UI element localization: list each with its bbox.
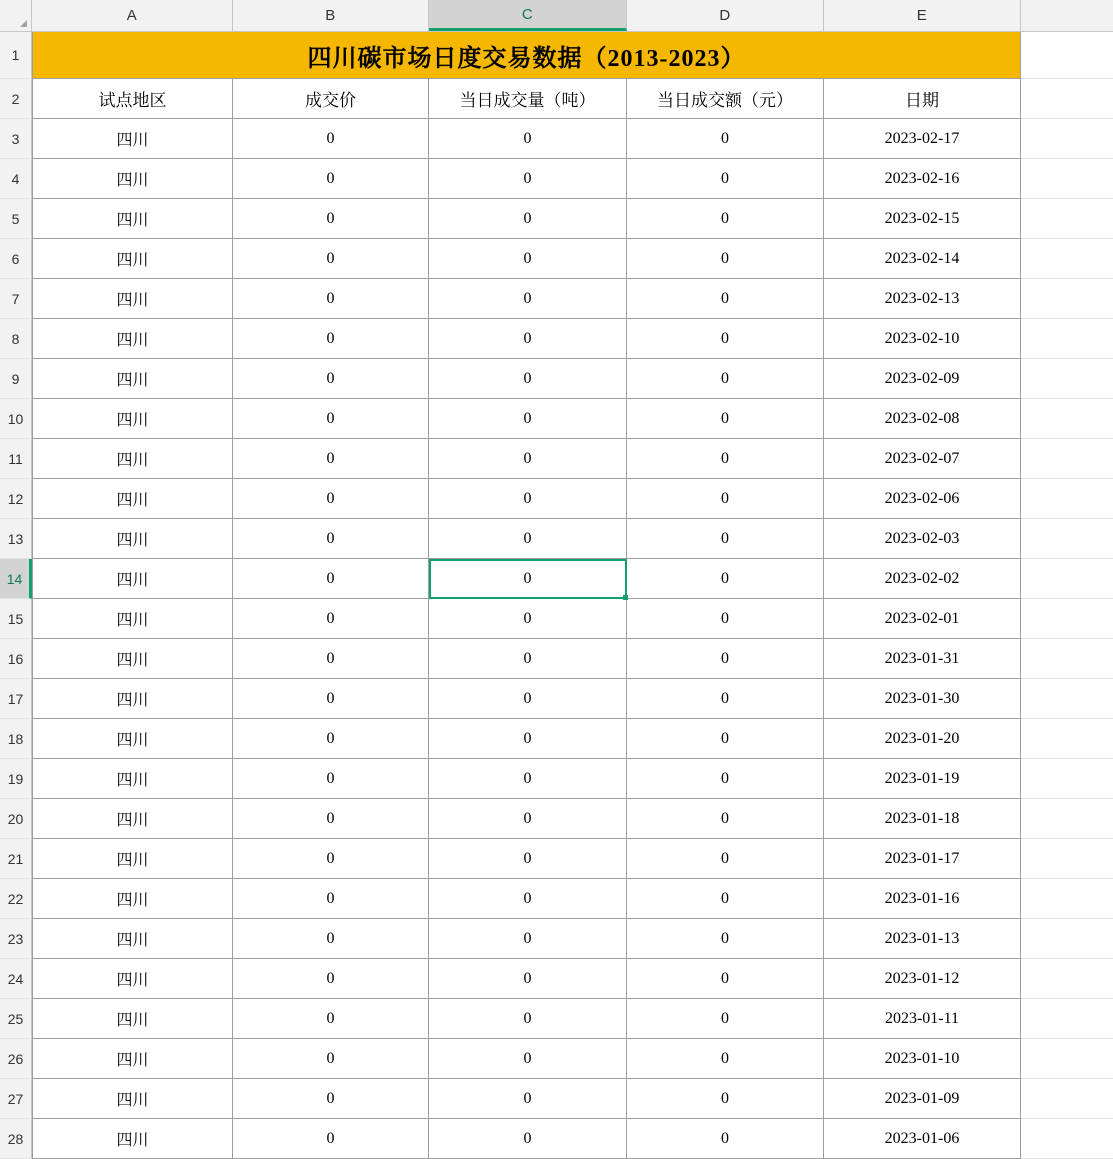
table-row[interactable]: [0, 759, 1113, 799]
table-cell[interactable]: 0: [627, 399, 824, 439]
table-cell[interactable]: 四川: [32, 1079, 233, 1119]
table-cell[interactable]: 0: [627, 519, 824, 559]
row-header-5[interactable]: [0, 199, 32, 239]
column-header-row: [0, 0, 1113, 32]
row-header-1[interactable]: [0, 32, 32, 79]
table-cell[interactable]: 0: [429, 519, 627, 559]
table-cell[interactable]: 0: [233, 959, 429, 999]
table-cell[interactable]: 2023-02-16: [824, 159, 1021, 199]
table-cell[interactable]: 0: [429, 559, 627, 599]
empty-area[interactable]: [1021, 199, 1113, 239]
row-header-16[interactable]: [0, 639, 32, 679]
table-row[interactable]: [0, 279, 1113, 319]
table-cell[interactable]: 0: [429, 1039, 627, 1079]
table-cell[interactable]: 2023-01-31: [824, 639, 1021, 679]
table-cell[interactable]: 0: [233, 879, 429, 919]
table-cell[interactable]: 2023-01-16: [824, 879, 1021, 919]
row-header-label: 6: [11, 250, 20, 267]
empty-area[interactable]: [1021, 879, 1113, 919]
table-cell[interactable]: 0: [233, 1079, 429, 1119]
table-cell[interactable]: 0: [429, 919, 627, 959]
row-header-15[interactable]: [0, 599, 32, 639]
table-row[interactable]: [0, 319, 1113, 359]
row-header-label: 28: [7, 1130, 24, 1147]
table-row[interactable]: [0, 399, 1113, 439]
table-cell[interactable]: 0: [233, 839, 429, 879]
row-header-20[interactable]: [0, 799, 32, 839]
empty-area[interactable]: [1021, 799, 1113, 839]
table-cell[interactable]: 0: [233, 599, 429, 639]
table-cell[interactable]: 四川: [32, 679, 233, 719]
table-row[interactable]: [0, 799, 1113, 839]
table-row[interactable]: [0, 639, 1113, 679]
table-cell[interactable]: 0: [627, 959, 824, 999]
column-header-label: A: [126, 7, 138, 24]
table-cell[interactable]: 0: [627, 359, 824, 399]
row-header-28[interactable]: [0, 1119, 32, 1159]
table-cell[interactable]: 2023-01-11: [824, 999, 1021, 1039]
table-row[interactable]: [0, 1079, 1113, 1119]
table-cell[interactable]: 0: [233, 999, 429, 1039]
table-row[interactable]: [0, 199, 1113, 239]
table-cell[interactable]: 0: [233, 359, 429, 399]
row-header-25[interactable]: [0, 999, 32, 1039]
empty-area[interactable]: [1021, 559, 1113, 599]
row-header-label: 24: [7, 970, 24, 987]
table-cell[interactable]: 0: [627, 759, 824, 799]
table-cell[interactable]: 0: [627, 999, 824, 1039]
column-header-filler: [1021, 0, 1113, 31]
select-all-button[interactable]: [0, 0, 32, 31]
table-cell[interactable]: 0: [429, 1119, 627, 1159]
table-cell[interactable]: 0: [627, 879, 824, 919]
table-cell[interactable]: 2023-01-17: [824, 839, 1021, 879]
column-header-d[interactable]: [627, 0, 824, 31]
column-header-b[interactable]: [233, 0, 429, 31]
empty-area[interactable]: [1021, 239, 1113, 279]
table-cell[interactable]: 0: [429, 439, 627, 479]
empty-area[interactable]: [1021, 519, 1113, 559]
table-cell[interactable]: 0: [233, 119, 429, 159]
table-cell[interactable]: 四川: [32, 399, 233, 439]
table-row[interactable]: [0, 359, 1113, 399]
table-cell[interactable]: 0: [429, 199, 627, 239]
empty-area[interactable]: [1021, 839, 1113, 879]
table-cell[interactable]: 四川: [32, 479, 233, 519]
table-cell[interactable]: 0: [233, 719, 429, 759]
table-cell[interactable]: 四川: [32, 559, 233, 599]
row-header-4[interactable]: [0, 159, 32, 199]
empty-area[interactable]: [1021, 479, 1113, 519]
select-all-triangle-icon: [20, 20, 27, 27]
row-header-label: 22: [7, 890, 24, 907]
table-header-cell[interactable]: 当日成交量（吨）: [429, 79, 627, 119]
empty-area[interactable]: [1021, 639, 1113, 679]
table-cell[interactable]: 四川: [32, 319, 233, 359]
table-cell[interactable]: 0: [627, 479, 824, 519]
table-cell[interactable]: 四川: [32, 1119, 233, 1159]
table-cell[interactable]: 0: [429, 479, 627, 519]
row-header-label: 16: [7, 650, 24, 667]
empty-area[interactable]: [1021, 599, 1113, 639]
row-header-10[interactable]: [0, 399, 32, 439]
table-cell[interactable]: 四川: [32, 279, 233, 319]
row-header-17[interactable]: [0, 679, 32, 719]
empty-area[interactable]: [1021, 759, 1113, 799]
table-cell[interactable]: 2023-02-10: [824, 319, 1021, 359]
table-cell[interactable]: 0: [233, 319, 429, 359]
table-row[interactable]: [0, 719, 1113, 759]
table-cell[interactable]: 0: [233, 159, 429, 199]
table-row[interactable]: [0, 919, 1113, 959]
row-header-label: 7: [11, 290, 20, 307]
row-header-label: 3: [11, 130, 20, 147]
table-cell[interactable]: 0: [429, 959, 627, 999]
table-cell[interactable]: 0: [429, 359, 627, 399]
table-cell[interactable]: 0: [627, 319, 824, 359]
table-cell[interactable]: 0: [429, 319, 627, 359]
column-header-label: D: [719, 7, 731, 24]
table-cell[interactable]: 2023-02-08: [824, 399, 1021, 439]
table-header-row: [0, 79, 1113, 119]
table-row[interactable]: [0, 159, 1113, 199]
row-header-label: 21: [7, 850, 24, 867]
table-cell[interactable]: 0: [627, 1039, 824, 1079]
table-cell[interactable]: 0: [429, 719, 627, 759]
table-cell[interactable]: 四川: [32, 959, 233, 999]
table-cell[interactable]: 四川: [32, 199, 233, 239]
table-cell[interactable]: 0: [429, 599, 627, 639]
table-row[interactable]: [0, 839, 1113, 879]
table-cell[interactable]: 0: [627, 919, 824, 959]
row-header-label: 9: [11, 370, 20, 387]
row-header-6[interactable]: [0, 239, 32, 279]
table-cell[interactable]: 0: [233, 239, 429, 279]
table-row[interactable]: [0, 1119, 1113, 1159]
row-header-label: 18: [7, 730, 24, 747]
row-header-label: 23: [7, 930, 24, 947]
column-header-e[interactable]: [824, 0, 1021, 31]
empty-area[interactable]: [1021, 919, 1113, 959]
table-cell[interactable]: 0: [627, 279, 824, 319]
row-header-label: 11: [8, 450, 23, 467]
table-cell[interactable]: 2023-02-15: [824, 199, 1021, 239]
table-cell[interactable]: 0: [429, 119, 627, 159]
table-cell[interactable]: 四川: [32, 639, 233, 679]
table-cell[interactable]: 0: [429, 999, 627, 1039]
table-cell[interactable]: 2023-01-30: [824, 679, 1021, 719]
empty-area[interactable]: [1021, 719, 1113, 759]
row-header-24[interactable]: [0, 959, 32, 999]
table-cell[interactable]: 四川: [32, 879, 233, 919]
title-row: [0, 32, 1113, 79]
table-cell[interactable]: 2023-02-02: [824, 559, 1021, 599]
row-header-21[interactable]: [0, 839, 32, 879]
table-cell[interactable]: 2023-01-20: [824, 719, 1021, 759]
table-cell[interactable]: 0: [429, 1079, 627, 1119]
table-cell[interactable]: 0: [429, 839, 627, 879]
table-cell[interactable]: 0: [233, 1039, 429, 1079]
table-cell[interactable]: 2023-02-03: [824, 519, 1021, 559]
row-header-label: 12: [7, 490, 24, 507]
table-cell[interactable]: 四川: [32, 759, 233, 799]
empty-area[interactable]: [1021, 319, 1113, 359]
table-cell[interactable]: 0: [627, 1079, 824, 1119]
table-cell[interactable]: 2023-01-12: [824, 959, 1021, 999]
table-cell[interactable]: 0: [627, 599, 824, 639]
row-header-18[interactable]: [0, 719, 32, 759]
row-header-label: 17: [7, 690, 24, 707]
table-cell[interactable]: 0: [429, 239, 627, 279]
table-cell[interactable]: 0: [233, 399, 429, 439]
row-header-27[interactable]: [0, 1079, 32, 1119]
table-row[interactable]: [0, 239, 1113, 279]
table-header-cell[interactable]: 当日成交额（元）: [627, 79, 824, 119]
row-header-7[interactable]: [0, 279, 32, 319]
table-cell[interactable]: 0: [429, 799, 627, 839]
table-cell[interactable]: 四川: [32, 719, 233, 759]
table-cell[interactable]: 0: [627, 839, 824, 879]
empty-area[interactable]: [1021, 279, 1113, 319]
table-cell[interactable]: 2023-02-09: [824, 359, 1021, 399]
empty-area[interactable]: [1021, 359, 1113, 399]
table-cell[interactable]: 0: [233, 919, 429, 959]
table-cell[interactable]: 0: [233, 799, 429, 839]
empty-area[interactable]: [1021, 119, 1113, 159]
column-header-label: B: [325, 7, 336, 24]
table-cell[interactable]: 0: [233, 679, 429, 719]
row-header-19[interactable]: [0, 759, 32, 799]
table-cell[interactable]: 四川: [32, 519, 233, 559]
table-cell[interactable]: 四川: [32, 999, 233, 1039]
row-header-label: 10: [7, 410, 24, 427]
table-row[interactable]: [0, 559, 1113, 599]
table-cell[interactable]: 0: [233, 279, 429, 319]
empty-area[interactable]: [1021, 999, 1113, 1039]
table-cell[interactable]: 0: [429, 159, 627, 199]
table-cell[interactable]: 0: [627, 559, 824, 599]
table-cell[interactable]: 2023-01-13: [824, 919, 1021, 959]
table-cell[interactable]: 0: [627, 1119, 824, 1159]
table-cell[interactable]: 0: [233, 639, 429, 679]
table-cell[interactable]: 四川: [32, 239, 233, 279]
empty-area[interactable]: [1021, 1079, 1113, 1119]
row-header-label: 8: [11, 330, 20, 347]
row-header-label: 1: [11, 47, 20, 63]
table-cell[interactable]: 0: [627, 799, 824, 839]
table-row[interactable]: [0, 479, 1113, 519]
empty-area[interactable]: [1021, 32, 1113, 79]
table-cell[interactable]: 四川: [32, 599, 233, 639]
column-header-label: C: [521, 5, 534, 23]
grid-body[interactable]: [0, 32, 1113, 1159]
table-cell[interactable]: 0: [233, 519, 429, 559]
table-cell[interactable]: 0: [627, 239, 824, 279]
table-cell[interactable]: 2023-02-17: [824, 119, 1021, 159]
empty-area[interactable]: [1021, 1119, 1113, 1159]
row-header-13[interactable]: [0, 519, 32, 559]
table-cell[interactable]: 0: [233, 759, 429, 799]
table-cell[interactable]: 四川: [32, 359, 233, 399]
table-cell[interactable]: 2023-01-18: [824, 799, 1021, 839]
table-cell[interactable]: 2023-01-09: [824, 1079, 1021, 1119]
row-header-label: 25: [7, 1010, 24, 1027]
table-cell[interactable]: 0: [429, 399, 627, 439]
table-cell[interactable]: 2023-02-01: [824, 599, 1021, 639]
table-row[interactable]: [0, 679, 1113, 719]
table-row[interactable]: [0, 959, 1113, 999]
table-cell[interactable]: 2023-02-13: [824, 279, 1021, 319]
table-cell[interactable]: 0: [627, 159, 824, 199]
column-header-c[interactable]: [429, 0, 627, 31]
row-header-2[interactable]: [0, 79, 32, 119]
table-cell[interactable]: 四川: [32, 799, 233, 839]
table-cell[interactable]: 四川: [32, 159, 233, 199]
table-cell[interactable]: 0: [627, 199, 824, 239]
table-cell[interactable]: 0: [429, 759, 627, 799]
row-header-label: 27: [7, 1090, 24, 1107]
table-cell[interactable]: 0: [627, 719, 824, 759]
table-row[interactable]: [0, 439, 1113, 479]
empty-area[interactable]: [1021, 399, 1113, 439]
row-header-12[interactable]: [0, 479, 32, 519]
table-cell[interactable]: 0: [233, 439, 429, 479]
row-header-22[interactable]: [0, 879, 32, 919]
row-header-label: 5: [11, 210, 20, 227]
table-cell[interactable]: 0: [627, 439, 824, 479]
row-header-label: 15: [7, 610, 24, 627]
sheet-title-cell[interactable]: 四川碳市场日度交易数据（2013-2023）: [32, 32, 1021, 79]
table-cell[interactable]: 0: [429, 279, 627, 319]
table-cell[interactable]: 0: [233, 1119, 429, 1159]
table-cell[interactable]: 四川: [32, 439, 233, 479]
table-cell[interactable]: 四川: [32, 839, 233, 879]
empty-area[interactable]: [1021, 439, 1113, 479]
table-row[interactable]: [0, 519, 1113, 559]
table-cell[interactable]: 0: [233, 559, 429, 599]
table-cell[interactable]: 2023-02-06: [824, 479, 1021, 519]
table-cell[interactable]: 0: [429, 879, 627, 919]
table-row[interactable]: [0, 1039, 1113, 1079]
table-cell[interactable]: 2023-02-14: [824, 239, 1021, 279]
table-cell[interactable]: 四川: [32, 1039, 233, 1079]
table-cell[interactable]: 0: [429, 639, 627, 679]
table-cell[interactable]: 2023-02-07: [824, 439, 1021, 479]
row-header-14[interactable]: [0, 559, 32, 599]
table-cell[interactable]: 四川: [32, 119, 233, 159]
row-header-label: 4: [11, 170, 20, 187]
table-row[interactable]: [0, 599, 1113, 639]
table-row[interactable]: [0, 999, 1113, 1039]
table-header-cell[interactable]: 成交价: [233, 79, 429, 119]
empty-area[interactable]: [1021, 79, 1113, 119]
row-header-23[interactable]: [0, 919, 32, 959]
table-cell[interactable]: 0: [627, 679, 824, 719]
empty-area[interactable]: [1021, 159, 1113, 199]
row-header-label: 13: [7, 530, 24, 547]
empty-area[interactable]: [1021, 959, 1113, 999]
table-cell[interactable]: 0: [429, 679, 627, 719]
row-header-label: 14: [6, 570, 23, 587]
table-header-cell[interactable]: 试点地区: [32, 79, 233, 119]
row-header-label: 2: [11, 90, 20, 107]
column-header-a[interactable]: [32, 0, 233, 31]
row-header-11[interactable]: [0, 439, 32, 479]
table-cell[interactable]: 2023-01-10: [824, 1039, 1021, 1079]
table-row[interactable]: [0, 119, 1113, 159]
table-cell[interactable]: 0: [233, 479, 429, 519]
empty-area[interactable]: [1021, 679, 1113, 719]
column-header-label: E: [916, 7, 928, 24]
row-header-8[interactable]: [0, 319, 32, 359]
table-cell[interactable]: 0: [233, 199, 429, 239]
row-header-9[interactable]: [0, 359, 32, 399]
table-cell[interactable]: 2023-01-19: [824, 759, 1021, 799]
row-header-label: 19: [7, 770, 24, 787]
row-header-26[interactable]: [0, 1039, 32, 1079]
table-cell[interactable]: 四川: [32, 919, 233, 959]
row-header-label: 20: [7, 810, 24, 827]
table-cell[interactable]: 2023-01-06: [824, 1119, 1021, 1159]
row-header-label: 26: [7, 1050, 24, 1067]
row-header-3[interactable]: [0, 119, 32, 159]
table-row[interactable]: [0, 879, 1113, 919]
table-cell[interactable]: 0: [627, 119, 824, 159]
table-header-cell[interactable]: 日期: [824, 79, 1021, 119]
empty-area[interactable]: [1021, 1039, 1113, 1079]
table-cell[interactable]: 0: [627, 639, 824, 679]
